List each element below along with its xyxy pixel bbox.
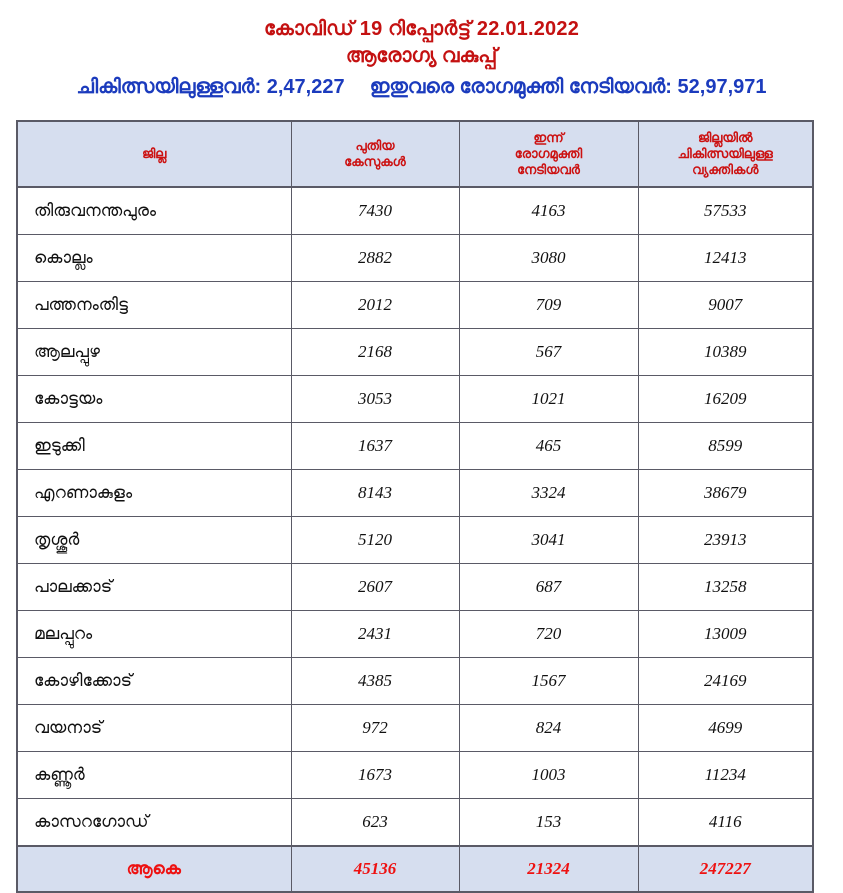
cell-district: മലപ്പുറം bbox=[17, 611, 291, 658]
table-body bbox=[17, 187, 813, 892]
cell-new-cases: 8143 bbox=[291, 470, 459, 517]
under-treatment-value: 2,47,227 bbox=[266, 76, 345, 98]
district-statistics-table bbox=[16, 120, 814, 893]
cell-active: 24169 bbox=[638, 658, 813, 705]
cell-recovered: 1003 bbox=[459, 752, 638, 799]
column-header-district-line-1: ജില്ല bbox=[142, 146, 167, 161]
summary-line bbox=[0, 72, 843, 102]
cell-district: ഇടുക്കി bbox=[17, 423, 291, 470]
table-header bbox=[17, 121, 813, 187]
cell-total-active: 247227 bbox=[638, 846, 813, 892]
cell-recovered: 153 bbox=[459, 799, 638, 847]
cell-total-label: ആകെ bbox=[17, 846, 291, 892]
cell-recovered: 4163 bbox=[459, 187, 638, 235]
cell-total-new-cases: 45136 bbox=[291, 846, 459, 892]
cell-district: ആലപ്പുഴ bbox=[17, 329, 291, 376]
cell-active: 57533 bbox=[638, 187, 813, 235]
cell-active: 4116 bbox=[638, 799, 813, 847]
cell-recovered: 3080 bbox=[459, 235, 638, 282]
cell-active: 12413 bbox=[638, 235, 813, 282]
column-header-recovered bbox=[459, 121, 638, 187]
cell-district: കൊല്ലം bbox=[17, 235, 291, 282]
cell-new-cases: 1673 bbox=[291, 752, 459, 799]
cell-recovered: 1021 bbox=[459, 376, 638, 423]
cell-district: കോട്ടയം bbox=[17, 376, 291, 423]
department-name: ആരോഗ്യ വകുപ്പ് bbox=[345, 45, 498, 67]
column-header-new-cases-line-2: കേസുകൾ bbox=[344, 154, 406, 169]
report-header bbox=[0, 0, 843, 102]
district-table-container bbox=[16, 120, 812, 893]
cell-new-cases: 3053 bbox=[291, 376, 459, 423]
table-row bbox=[17, 235, 813, 282]
table-row bbox=[17, 517, 813, 564]
cell-recovered: 1567 bbox=[459, 658, 638, 705]
column-header-recovered-line-1: ഇന്ന് bbox=[533, 130, 564, 145]
table-row bbox=[17, 282, 813, 329]
table-row bbox=[17, 376, 813, 423]
column-header-active-line-3: വ്യക്തികൾ bbox=[692, 162, 759, 177]
cell-active: 4699 bbox=[638, 705, 813, 752]
cell-active: 8599 bbox=[638, 423, 813, 470]
cell-recovered: 3324 bbox=[459, 470, 638, 517]
cell-new-cases: 2431 bbox=[291, 611, 459, 658]
cell-new-cases: 2012 bbox=[291, 282, 459, 329]
column-header-new-cases bbox=[291, 121, 459, 187]
total-recovered-label: ഇതുവരെ രോഗമുക്തി നേടിയവർ: bbox=[369, 76, 672, 98]
table-row bbox=[17, 752, 813, 799]
table-row bbox=[17, 799, 813, 847]
table-row bbox=[17, 187, 813, 235]
cell-new-cases: 2607 bbox=[291, 564, 459, 611]
column-header-active-line-1: ജില്ലയിൽ bbox=[698, 130, 753, 145]
cell-district: പത്തനംതിട്ട bbox=[17, 282, 291, 329]
table-row bbox=[17, 705, 813, 752]
cell-active: 16209 bbox=[638, 376, 813, 423]
column-header-district bbox=[17, 121, 291, 187]
cell-active: 13009 bbox=[638, 611, 813, 658]
cell-active: 13258 bbox=[638, 564, 813, 611]
table-row bbox=[17, 611, 813, 658]
cell-active: 38679 bbox=[638, 470, 813, 517]
cell-recovered: 709 bbox=[459, 282, 638, 329]
cell-new-cases: 7430 bbox=[291, 187, 459, 235]
cell-active: 11234 bbox=[638, 752, 813, 799]
under-treatment-label: ചികിത്സയിലുള്ളവർ: bbox=[76, 76, 262, 98]
column-header-new-cases-line-1: പുതിയ bbox=[355, 138, 395, 153]
cell-recovered: 465 bbox=[459, 423, 638, 470]
cell-active: 9007 bbox=[638, 282, 813, 329]
cell-new-cases: 1637 bbox=[291, 423, 459, 470]
cell-district: കാസറഗോഡ് bbox=[17, 799, 291, 847]
cell-active: 10389 bbox=[638, 329, 813, 376]
column-header-recovered-line-2: രോഗമുക്തി bbox=[514, 146, 583, 161]
page-title: കോവിഡ് 19 റിപ്പോർട്ട് 22.01.2022 bbox=[263, 18, 580, 40]
total-recovered-value: 52,97,971 bbox=[677, 76, 767, 98]
cell-new-cases: 972 bbox=[291, 705, 459, 752]
column-header-active-line-2: ചികിത്സയിലുള്ള bbox=[677, 146, 773, 161]
cell-district: വയനാട് bbox=[17, 705, 291, 752]
cell-recovered: 824 bbox=[459, 705, 638, 752]
table-row bbox=[17, 658, 813, 705]
table-row bbox=[17, 423, 813, 470]
cell-district: തൃശ്ശൂർ bbox=[17, 517, 291, 564]
cell-new-cases: 2882 bbox=[291, 235, 459, 282]
cell-district: പാലക്കാട് bbox=[17, 564, 291, 611]
cell-district: കോഴിക്കോട് bbox=[17, 658, 291, 705]
table-row bbox=[17, 470, 813, 517]
cell-new-cases: 623 bbox=[291, 799, 459, 847]
table-row bbox=[17, 564, 813, 611]
cell-total-recovered: 21324 bbox=[459, 846, 638, 892]
column-header-active bbox=[638, 121, 813, 187]
cell-active: 23913 bbox=[638, 517, 813, 564]
cell-recovered: 3041 bbox=[459, 517, 638, 564]
column-header-recovered-line-3: നേടിയവർ bbox=[517, 162, 580, 177]
table-row bbox=[17, 329, 813, 376]
table-total-row bbox=[17, 846, 813, 892]
cell-district: കണ്ണൂർ bbox=[17, 752, 291, 799]
table-header-row bbox=[17, 121, 813, 187]
cell-district: എറണാകുളം bbox=[17, 470, 291, 517]
cell-new-cases: 4385 bbox=[291, 658, 459, 705]
cell-new-cases: 5120 bbox=[291, 517, 459, 564]
cell-recovered: 687 bbox=[459, 564, 638, 611]
cell-recovered: 567 bbox=[459, 329, 638, 376]
cell-district: തിരുവനന്തപുരം bbox=[17, 187, 291, 235]
cell-recovered: 720 bbox=[459, 611, 638, 658]
cell-new-cases: 2168 bbox=[291, 329, 459, 376]
